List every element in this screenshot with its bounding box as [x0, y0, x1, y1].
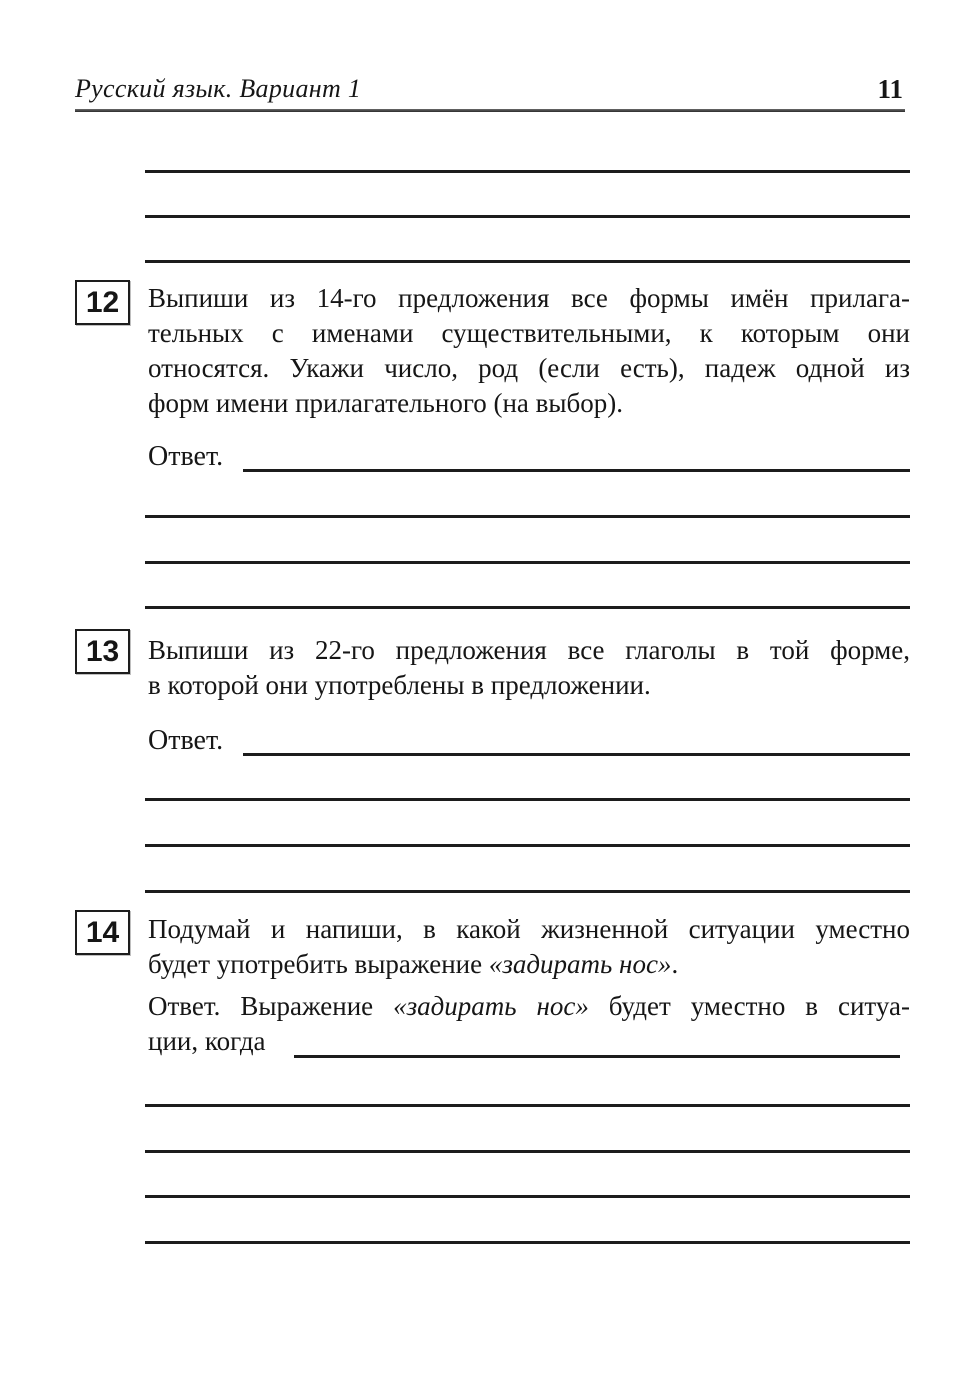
answer-writing-line	[145, 844, 910, 847]
task-text-line: тельных с именами существительными, к которым они	[148, 318, 910, 348]
task-12-number: 12	[85, 285, 120, 319]
answer-writing-line	[145, 515, 910, 518]
answer-writing-line	[145, 260, 910, 263]
header-rule	[75, 109, 905, 112]
task-13-number-box	[75, 629, 130, 674]
idiom-italic-text: «задирать нос»	[393, 991, 589, 1021]
answer-text-segment: Ответ. Выражение	[148, 991, 394, 1021]
task-text-line	[148, 947, 910, 982]
task-text-line: форм имени прилагательного (на выбор).	[148, 388, 624, 418]
task-text-line: Выпиши из 22-го предложения все глаголы в той форме,	[148, 635, 910, 665]
answer-writing-line	[145, 1150, 910, 1153]
answer-text-line	[148, 989, 910, 1024]
task-text-line: Выпиши из 14-го предложения все формы имён прилага-	[148, 283, 910, 313]
answer-writing-line	[145, 1195, 910, 1198]
answer-writing-line	[145, 561, 910, 564]
task-14-number-box	[75, 910, 130, 955]
task-12-text	[148, 281, 910, 421]
task-14-number: 14	[85, 915, 120, 949]
task-12-number-box	[75, 280, 130, 325]
answer-writing-line	[243, 469, 910, 472]
task-12-answer-label: Ответ.	[148, 441, 224, 472]
answer-writing-line	[145, 170, 910, 173]
task-14-answer-text	[148, 989, 910, 1024]
answer-writing-line	[145, 890, 910, 893]
task-13-number: 13	[85, 634, 120, 668]
answer-writing-line	[145, 1241, 910, 1244]
task-13-answer-label: Ответ.	[148, 725, 224, 756]
task-text-line: в которой они употреблены в предложении.	[148, 670, 651, 700]
page-number: 11	[877, 74, 903, 104]
answer-text-segment: будет уместно в ситуа-	[588, 991, 910, 1021]
answer-text-line: ции, когда	[148, 1026, 266, 1056]
answer-writing-line	[145, 1104, 910, 1107]
answer-writing-line	[294, 1055, 900, 1058]
task-14-text	[148, 912, 910, 982]
idiom-italic-text: «задирать нос»	[488, 949, 672, 979]
task-text-segment: будет употребить выражение	[148, 949, 489, 979]
answer-writing-line	[145, 798, 910, 801]
task-text-line: относятся. Укажи число, род (если есть), падеж одной из	[148, 353, 910, 383]
answer-writing-line	[145, 606, 910, 609]
task-13-text	[148, 633, 910, 703]
answer-writing-line	[243, 753, 910, 756]
task-text-segment: .	[671, 949, 679, 979]
answer-writing-line	[145, 215, 910, 218]
task-text-line: Подумай и напиши, в какой жизненной ситуации уместно	[148, 914, 910, 944]
page-header-title: Русский язык. Вариант 1	[75, 74, 362, 103]
